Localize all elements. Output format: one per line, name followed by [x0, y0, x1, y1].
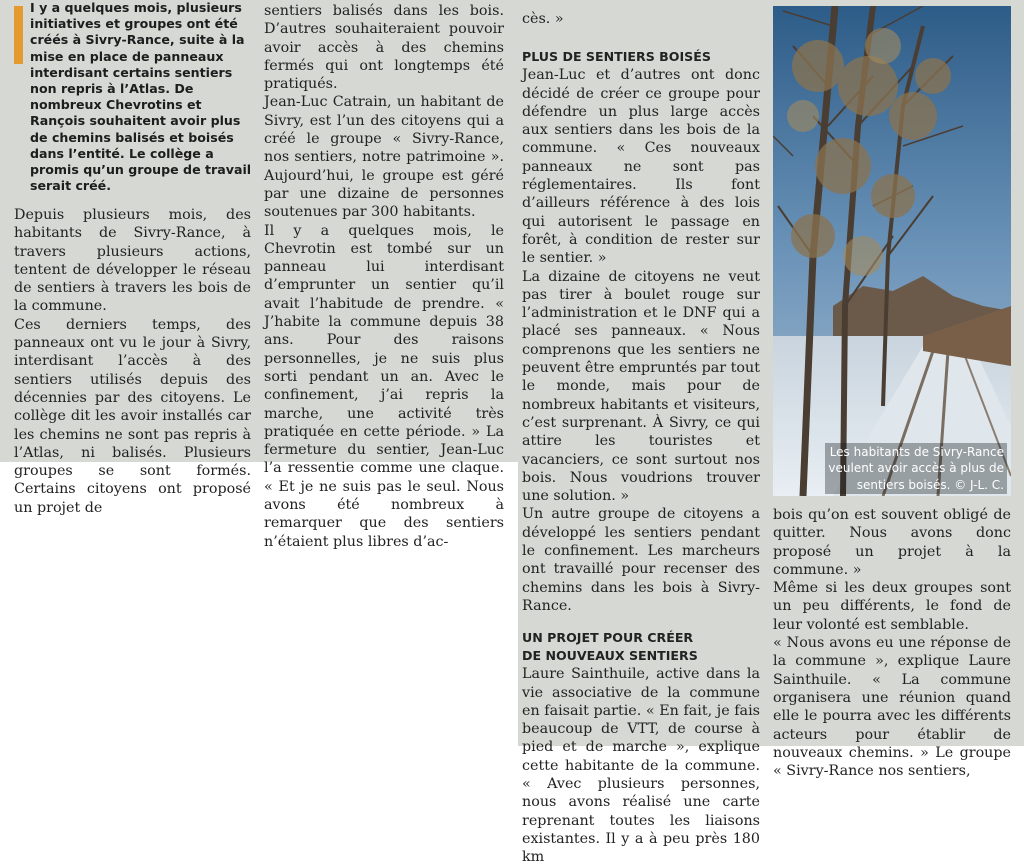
paragraph: Depuis plusieurs mois, des habitants de Sivry-Rance, à travers plusieurs actions, tentent de développer le réseau de sentiers à travers les bois de la commune.	[14, 207, 251, 315]
lead-paragraph	[30, 0, 252, 194]
paragraph: Jean-Luc et d’autres ont donc décidé de créer ce groupe pour défendre un plus large accès aux sentiers dans les bois de la commune. « Ces nouveaux panneaux ne sont pas réglementaires. Ils font d’ailleurs référence à des lois qui autorisent le passage en forêt, à condition de rester sur le sentier. »	[522, 67, 760, 267]
article-photo	[773, 6, 1011, 496]
paragraph: « Nous avons eu une réponse de la commune », explique Laure Sainthuile. « La commune organisera une réunion quand elle le pourra avec les différents acteurs pour établir de nouveaux chemins. » Le groupe « Sivry-Rance nos sentiers,	[773, 635, 1011, 780]
paragraph: Laure Sainthuile, active dans la vie associative de la commune en faisait partie. « En fait, je fais beaucoup de VTT, de course à pied et de marche », explique cette habitante de la commune. « Avec plusieurs personnes, nous avons réalisé une carte reprenant toutes les liaisons existantes. Il y a à peu près 180 km	[522, 666, 760, 866]
article-column-2	[264, 2, 504, 551]
paragraph: bois qu’on est souvent obligé de quitter. Nous avons donc proposé un projet à la commune. »	[773, 507, 1011, 578]
article-column-3	[522, 10, 760, 866]
paragraph: Même si les deux groupes sont un peu différents, le fond de leur volonté est semblable.	[773, 580, 1011, 633]
caption-line: veulent avoir accès à plus de	[828, 461, 1004, 475]
caption-line: Les habitants de Sivry-Rance	[829, 444, 1004, 459]
article-column-4	[773, 506, 1011, 780]
section-heading: PLUS DE SENTIERS BOISÉS	[522, 49, 711, 65]
paragraph: Un autre groupe de citoyens a développé les sentiers pendant le confinement. Les marcheurs ont travaillé pour recenser des chemins dans les bois à Sivry-Rance.	[522, 506, 760, 614]
heading-line: DE NOUVEAUX SENTIERS	[522, 648, 698, 664]
paragraph: Ces derniers temps, des panneaux ont vu le jour à Sivry, interdisant l’accès à des sentiers utilisés depuis des décennies par des citoyens. Le collège dit les avoir installés car les chemins ne sont pas repris à l’Atlas, ni balisés. Plusieurs groupes se sont formés. Certains citoyens ont proposé un projet de	[14, 316, 251, 516]
paragraph: Il y a quelques mois, le Chevrotin est tombé sur un panneau lui interdisant d’emprunter un sentier qu’il avait l’habitude de prendre. « J’habite la commune depuis 38 ans. Pour des raisons personnelles, je ne suis plus sorti pendant un an. Avec le confinement, j’ai repris la marche, une activité très pratiquée en cette période. » La fermeture du sentier, Jean-Luc l’a ressentie comme une claque. « Et je ne suis pas le seul. Nous avons été nombreux à remarquer que des sentiers n’étaient plus libres d’ac-	[264, 222, 504, 550]
photo-caption	[825, 443, 1007, 495]
lead-accent-bar	[14, 6, 23, 64]
section-heading	[522, 629, 760, 665]
paragraph: sentiers balisés dans les bois. D’autres souhaiteraient pouvoir avoir accès à des chemins fermés qui ont longtemps été pratiqués.	[264, 3, 504, 93]
paragraph: Jean-Luc Catrain, un habitant de Sivry, est l’un des citoyens qui a créé le groupe « Sivry-Rance, nos sentiers, notre patrimoine ». Aujourd’hui, le groupe est géré par une dizaine de personnes soutenues par 300 habitants.	[264, 94, 504, 221]
heading-line: UN PROJET POUR CRÉER	[522, 630, 694, 646]
lead-text: I y a quelques mois, plusieurs initiatives et groupes ont été créés à Sivry-Rance, suite à la mise en place de panneaux interdisant certains sentiers non repris à l’Atlas. De nombreux Chevrotins et Rançois souhaitent avoir plus de chemins balisés et boisés dans l’entité. Le collège a promis qu’un groupe de travail serait créé.	[30, 0, 252, 194]
caption-line: sentiers boisés. © J-L. C.	[856, 477, 1004, 492]
article-column-1	[14, 206, 251, 517]
paragraph: La dizaine de citoyens ne veut pas tirer à boulet rouge sur l’administration et le DNF qui a placé ses panneaux. « Nous comprenons que les sentiers ne peuvent être empruntés par tout le monde, mais pour de nombreux habitants et visiteurs, c’est surprenant. À Sivry, ce qui attire les touristes et vacanciers, ce sont surtout nos bois. Nous voudrions trouver une solution. »	[522, 268, 760, 505]
snowy-path-photo	[773, 6, 1011, 496]
paragraph: cès. »	[522, 11, 564, 27]
